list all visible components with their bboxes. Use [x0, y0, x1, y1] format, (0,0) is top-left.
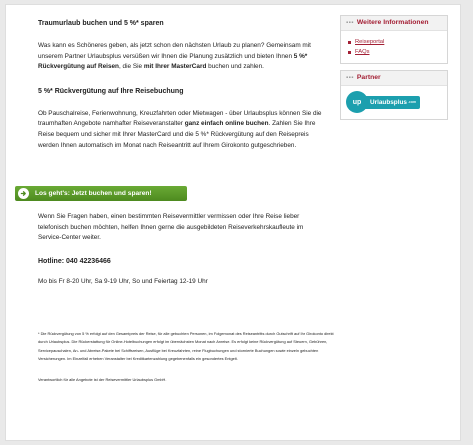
opening-hours: Mo bis Fr 8-20 Uhr, Sa 9-19 Uhr, So und Feiertag 12-19 Uhr	[38, 278, 208, 286]
info-box-title: Weitere Informationen	[356, 19, 429, 26]
partner-body	[341, 86, 447, 119]
body-bold: ganz einfach online buchen	[184, 120, 269, 128]
link-row-faqs	[348, 47, 441, 57]
info-box-header	[341, 16, 447, 31]
body-paragraph	[38, 109, 324, 151]
partner-box	[340, 70, 448, 120]
intro-text-2: , die Sie	[118, 63, 144, 71]
link-row-reiseportal	[348, 37, 441, 47]
logo-suffix: .com	[407, 100, 417, 104]
arrow-right-circle-icon	[18, 188, 29, 199]
intro-text-1: Was kann es Schöneres geben, als jetzt schon den nächsten Urlaub zu planen? Gemeinsam mit unserem Partner Urlaubsplus versüßen wir Ihnen die Planung zusätzlich und bieten Ihnen	[38, 42, 311, 60]
body-text-2: . Zahlen Sie Ihre Reise bequem und sicher mit Ihrer MasterCard und die 5 %* Rückvergütung auf den Reisepreis werden Ihnen automatisch im Monat nach Reiseantritt auf Ihrem Girokonto gutgeschrieben.	[38, 120, 316, 149]
contact-text: Wenn Sie Fragen haben, einen bestimmten Reisevermittler vermissen oder Ihre Reise lieber telefonisch buchen möchten, helfen Ihnen gerne die ausgebildeten Reiseverkehrskaufleute im Service-Center weiter.	[38, 213, 304, 242]
page-title: Traumurlaub buchen und 5 %* sparen	[38, 20, 164, 27]
logo-badge: up	[346, 91, 368, 113]
partner-box-title: Partner	[356, 74, 381, 81]
content-page	[5, 4, 461, 441]
intro-text-3: buchen und zahlen.	[206, 63, 264, 71]
contact-section	[38, 212, 328, 288]
footnote-section	[38, 330, 338, 384]
hotline: Hotline: 040 42236466	[38, 257, 111, 265]
dots-icon: ▪▪▪	[346, 75, 354, 81]
section-heading: 5 %* Rückvergütung auf Ihre Reisebuchung	[38, 87, 184, 95]
cta-button[interactable]	[15, 186, 187, 201]
logo-brand: Urlaubsplus	[370, 98, 407, 106]
footnote: * Die Rückvergütung von 5 % erfolgt auf den Gesamtpreis der Reise, für alle gebuchten Personen, im Folgemonat des Reiseantritts durch Gutschrift auf Ihr Girokonto direkt durch Urlaubsplus. Die Rückerstattung für Online-Hotelbuchungen erfolgt im übernächsten Monat nach Anreise. Es erfolgt keine Rückvergütung auf Steuern, Gebühren, Servicepauschalen, An- und Abreise-Pakete bei Schiffsreisen, Ausflüge bei Kreuzfahrten, reine Flugbuchungen und stornierte Buchungen sowie einzeln gebuchten Versicherungen. Im Einzelfall erheben Veranstalter bei Kreditkartenzahlung gegebenenfalls ein gesondertes Entgelt.	[38, 331, 334, 362]
logo-wordmark	[364, 96, 420, 109]
sidebar	[340, 15, 448, 120]
link-faqs[interactable]: FAQs	[355, 49, 370, 55]
intro-bold-1: 5 %* Rückvergütung auf Reisen	[38, 52, 308, 71]
intro-bold-2: mit Ihrer MasterCard	[143, 63, 207, 71]
cta-label: Los geht's: Jetzt buchen und sparen!	[35, 190, 152, 197]
info-box	[340, 15, 448, 64]
intro-paragraph	[38, 41, 324, 73]
link-reiseportal[interactable]: Reiseportal	[355, 39, 385, 45]
square-bullet-icon	[348, 41, 351, 44]
body-text-1: Ob Pauschalreise, Ferienwohnung, Kreuzfahrten oder Mietwagen - über Urlaubsplus können Sie die traumhaften Angebote namhafter Reiseveranstalter	[38, 109, 322, 128]
partner-box-header	[341, 71, 447, 86]
main-content	[38, 19, 324, 151]
info-links	[341, 31, 447, 63]
urlaubsplus-logo[interactable]	[346, 91, 420, 113]
square-bullet-icon	[348, 51, 351, 54]
dots-icon: ▪▪▪	[346, 20, 354, 26]
responsibility-note: Verantwortlich für alle Angebote ist der Reisevermittler Urlaubsplus GmbH.	[38, 376, 167, 382]
